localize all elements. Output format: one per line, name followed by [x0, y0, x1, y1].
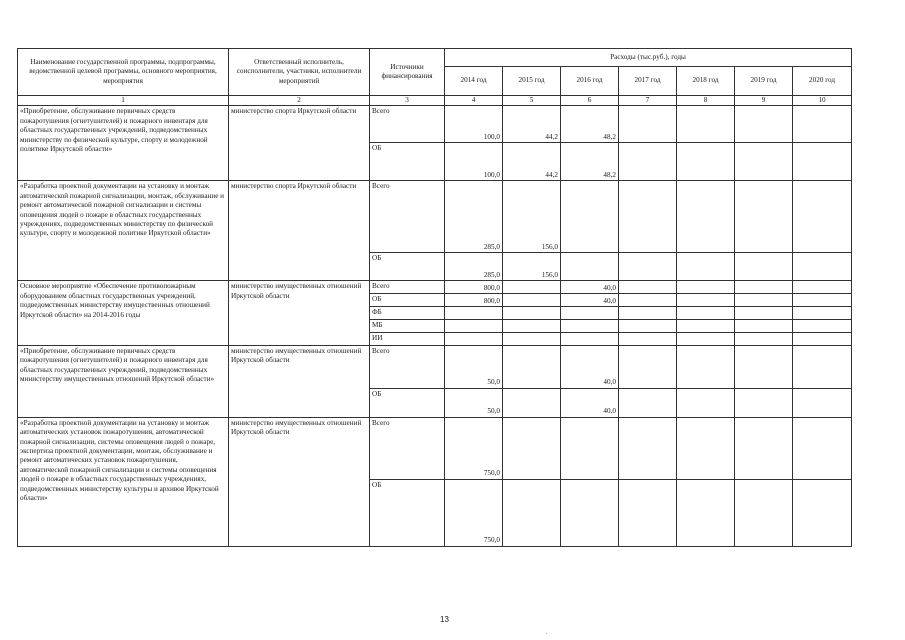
amount-cell: 50,0 [445, 345, 503, 388]
funding-source: Всего [370, 281, 445, 294]
amount-cell [561, 333, 619, 345]
amount-cell: 800,0 [445, 281, 503, 294]
amount-cell [619, 253, 677, 281]
column-number: 10 [793, 96, 852, 106]
funding-source: ОБ [370, 388, 445, 417]
amount-cell [503, 320, 561, 333]
amount-cell [677, 307, 735, 320]
amount-cell [561, 320, 619, 333]
header-year: 2017 год [619, 67, 677, 96]
activity-name: «Разработка проектной документации на установку и монтаж автоматической пожарной сигнализации, монтаж, обслуживание и ремонт автоматической пожарной сигнализации и системы оповещения людей о пожаре в областных государственных учреждениях, подведомственных министерству по физической культуре, спорту и молодежной политике Иркутской области» [18, 181, 229, 281]
amount-cell [561, 417, 619, 479]
header-year: 2016 год [561, 67, 619, 96]
amount-cell [561, 253, 619, 281]
amount-cell [735, 345, 793, 388]
executor: министерство имущественных отношений Иркутской области [229, 417, 370, 546]
funding-source: ИИ [370, 333, 445, 345]
amount-cell [735, 333, 793, 345]
table-row [18, 345, 852, 388]
amount-cell [677, 479, 735, 546]
header-year: 2015 год [503, 67, 561, 96]
amount-cell [677, 417, 735, 479]
amount-cell: 44,2 [503, 106, 561, 143]
column-number: 1 [18, 96, 229, 106]
column-number: 9 [735, 96, 793, 106]
amount-cell: 40,0 [561, 294, 619, 307]
amount-cell [735, 253, 793, 281]
table-row [18, 181, 852, 253]
column-number: 2 [229, 96, 370, 106]
amount-cell [677, 320, 735, 333]
amount-cell [677, 106, 735, 143]
header-sources: Источники финансирования [370, 49, 445, 96]
expenses-table [17, 48, 852, 547]
amount-cell [735, 388, 793, 417]
column-number: 5 [503, 96, 561, 106]
funding-source: ОБ [370, 294, 445, 307]
amount-cell [793, 320, 852, 333]
amount-cell: 100,0 [445, 106, 503, 143]
activity-name: «Разработка проектной документации на установку и монтаж автоматических установок пожаротушения, автоматической пожарной сигнализации, системы оповещения людей о пожаре, экспертиза проектной документации, монтаж, обслуживание и ремонт автоматических установок пожаротушения, автоматической пожарной сигнализации и системы оповещения людей о пожаре в областных государственных учреждениях, подведомственных министерству культуры и архивов Иркутской области» [18, 417, 229, 546]
funding-source: ОБ [370, 143, 445, 181]
amount-cell: 800,0 [445, 294, 503, 307]
amount-cell [503, 345, 561, 388]
amount-cell [445, 333, 503, 345]
funding-source: ОБ [370, 253, 445, 281]
amount-cell [793, 253, 852, 281]
executor: министерство спорта Иркутской области [229, 106, 370, 181]
amount-cell [735, 294, 793, 307]
amount-cell [793, 479, 852, 546]
amount-cell [619, 181, 677, 253]
amount-cell: 48,2 [561, 106, 619, 143]
amount-cell [793, 307, 852, 320]
header-year: 2020 год [793, 67, 852, 96]
amount-cell: 750,0 [445, 479, 503, 546]
amount-cell: 40,0 [561, 388, 619, 417]
header-expenses: Расходы (тыс.руб.), годы [445, 49, 852, 67]
amount-cell [561, 181, 619, 253]
page-number: 13 [440, 615, 449, 624]
amount-cell [793, 388, 852, 417]
amount-cell [503, 281, 561, 294]
amount-cell: 750,0 [445, 417, 503, 479]
header-year: 2014 год [445, 67, 503, 96]
amount-cell: 40,0 [561, 281, 619, 294]
header-year: 2018 год [677, 67, 735, 96]
column-number: 6 [561, 96, 619, 106]
page-mark: . [546, 630, 548, 636]
amount-cell [793, 106, 852, 143]
amount-cell [677, 388, 735, 417]
amount-cell [503, 479, 561, 546]
amount-cell [735, 417, 793, 479]
amount-cell [793, 294, 852, 307]
amount-cell: 40,0 [561, 345, 619, 388]
amount-cell [677, 294, 735, 307]
column-number: 8 [677, 96, 735, 106]
amount-cell [619, 417, 677, 479]
amount-cell [619, 106, 677, 143]
amount-cell [503, 417, 561, 479]
table-row [18, 417, 852, 479]
funding-source: Всего [370, 181, 445, 253]
amount-cell [677, 181, 735, 253]
funding-source: Всего [370, 106, 445, 143]
executor: министерство спорта Иркутской области [229, 181, 370, 281]
amount-cell: 100,0 [445, 143, 503, 181]
amount-cell [503, 333, 561, 345]
amount-cell [677, 281, 735, 294]
amount-cell: 156,0 [503, 181, 561, 253]
funding-source: Всего [370, 345, 445, 388]
table-row [18, 281, 852, 294]
amount-cell [619, 294, 677, 307]
amount-cell [619, 333, 677, 345]
amount-cell [619, 479, 677, 546]
amount-cell [677, 345, 735, 388]
amount-cell [793, 345, 852, 388]
amount-cell [735, 320, 793, 333]
amount-cell: 44,2 [503, 143, 561, 181]
amount-cell [619, 307, 677, 320]
amount-cell [561, 479, 619, 546]
amount-cell [793, 181, 852, 253]
amount-cell [677, 253, 735, 281]
amount-cell [735, 106, 793, 143]
amount-cell [793, 143, 852, 181]
amount-cell [619, 388, 677, 417]
funding-source: ОБ [370, 479, 445, 546]
header-year: 2019 год [735, 67, 793, 96]
column-number: 3 [370, 96, 445, 106]
amount-cell [735, 479, 793, 546]
activity-name: «Приобретение, обслуживание первичных средств пожаротушения (огнетушителей) и пожарного инвентаря для областных государственных учреждений, подведомственных министерству имущественных отношений Иркутской области» [18, 345, 229, 417]
amount-cell: 48,2 [561, 143, 619, 181]
executor: министерство имущественных отношений Иркутской области [229, 281, 370, 345]
amount-cell [445, 307, 503, 320]
funding-source: МБ [370, 320, 445, 333]
amount-cell [503, 388, 561, 417]
activity-name: Основное мероприятие «Обеспечение противопожарным оборудованием областных государственных учреждений, подведомственных министерству имущественных отношений Иркутской области» на 2014-2016 годы [18, 281, 229, 345]
amount-cell: 285,0 [445, 253, 503, 281]
amount-cell [503, 307, 561, 320]
amount-cell: 285,0 [445, 181, 503, 253]
amount-cell [677, 333, 735, 345]
column-number: 7 [619, 96, 677, 106]
amount-cell [793, 281, 852, 294]
amount-cell [735, 143, 793, 181]
activity-name: «Приобретение, обслуживание первичных средств пожаротушения (огнетушителей) и пожарного инвентаря для областных государственных учреждений, подведомственных министерству по физической культуре, спорту и молодежной политике Иркутской области» [18, 106, 229, 181]
amount-cell [735, 281, 793, 294]
amount-cell [735, 307, 793, 320]
amount-cell [793, 333, 852, 345]
amount-cell [735, 181, 793, 253]
amount-cell [793, 417, 852, 479]
amount-cell [619, 345, 677, 388]
executor: министерство имущественных отношений Иркутской области [229, 345, 370, 417]
table-row [18, 106, 852, 143]
amount-cell [619, 143, 677, 181]
funding-source: ФБ [370, 307, 445, 320]
column-number: 4 [445, 96, 503, 106]
amount-cell [445, 320, 503, 333]
amount-cell [619, 320, 677, 333]
amount-cell [503, 294, 561, 307]
header-name: Наименование государственной программы, подпрограммы, ведомственной целевой программы, основного мероприятия, мероприятия [18, 49, 229, 96]
amount-cell [677, 143, 735, 181]
amount-cell [561, 307, 619, 320]
header-executor: Ответственный исполнитель, соисполнители, участники, исполнители мероприятий [229, 49, 370, 96]
funding-source: Всего [370, 417, 445, 479]
amount-cell: 50,0 [445, 388, 503, 417]
amount-cell: 156,0 [503, 253, 561, 281]
amount-cell [619, 281, 677, 294]
